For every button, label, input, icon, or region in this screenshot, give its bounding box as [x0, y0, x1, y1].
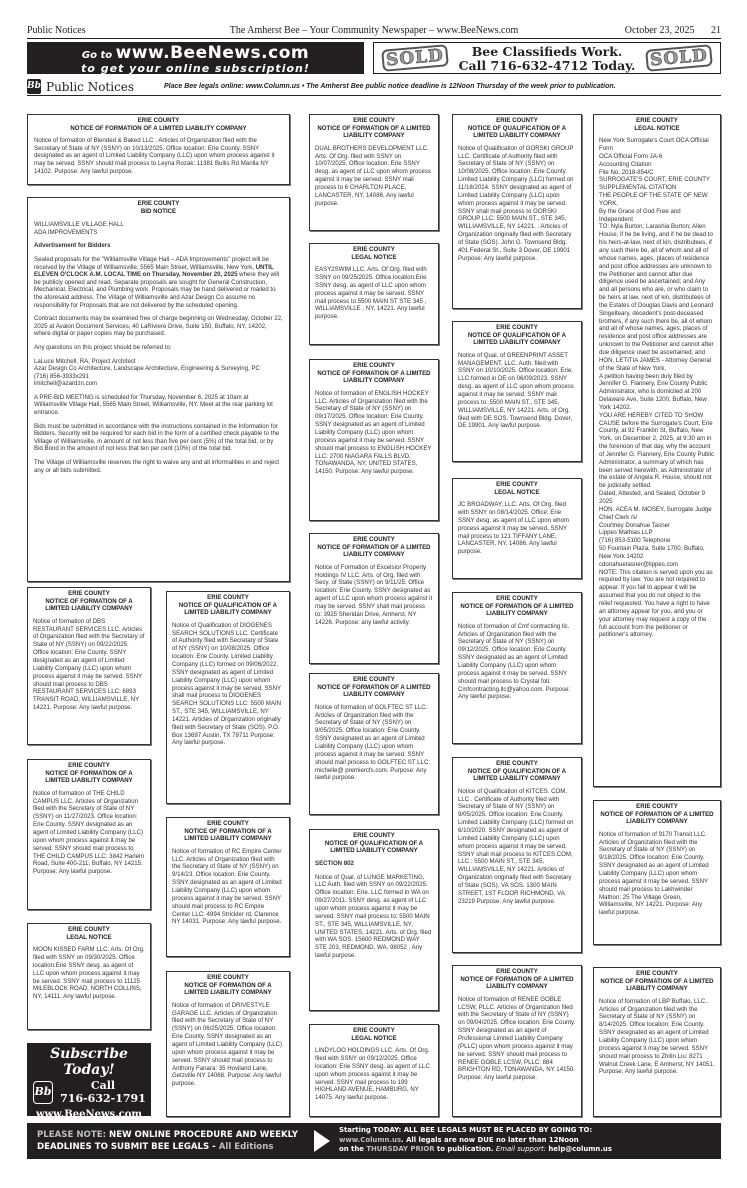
citation-line: Courtney Donahue Tasner — [599, 521, 671, 529]
notice-county: ERIE COUNTY — [353, 676, 395, 683]
notice-body: DUAL BROTHERS DEVELOPMENT LLC. Arts. Of Org. filed with SSNY on 10/07/2025. Office location: Erie SSNY desg. as agent of LLC upon whom process against it may be served. SSNY mail process to 6 CHARLTON PLACE, LANCASTER, NY, 14086. Any lawful purpose. — [315, 144, 431, 207]
notice-title: LEGAL NOTICE — [66, 933, 112, 941]
sold-stamp-icon: SOLD — [645, 44, 713, 72]
notice-body: Notice of Qualification of KITCES. COM, LLC . Certificate of Authority filed with Secretary of State of NY (SSNY) on 9/05/2025. Office location: Erie County. Limited Liability Company (LLC) formed on 6/10/2020. SSNY designated as agent of Limited Liability Company (LLC) upon whom process against it may be served. SSNY shall mail process to KITCES.COM, LLC : 5500 MAIN ST., STE 345, WILLIAMSVILLE, NY 14221. Articles of Organization originally filed with Secretary of State (SOS). VA SOS. 1300 MAIN STREET, 1ST FLOOR RICHMOND, VA 23219 Purpose: Any lawful purpose. — [458, 787, 574, 905]
notice-body: Notice of Qualification of DIOGENES SEARCH SOLUTIONS LLC. Certificate of Authority filed with Secretary of State of NY (SSNY) on 10/08/2025. Office location: Erie County. Limited Liability Company (LLC) formed on 09/06/2022. SSNY designated as agent of Limited Liability Company (LLC) upon whom process against it may be served. SSNY shall mail process to DIOGENES SEARCH SOLUTIONS LLC: 5500 MAIN ST., STE 345, WILLIAMSVILLE, NY 14221. Articles of Organization originally filed with Secretary of State (SOS). P.O. Box 13697 Austin, TX 78711 Purpose: Any lawful purpose. — [172, 621, 282, 747]
notice-county: ERIE COUNTY — [353, 117, 395, 124]
citation-line: (716) 853-5100 Telephone — [599, 537, 671, 545]
notice-renee-goble — [452, 965, 582, 1117]
classifieds-phone: Call 716-632-4712 Today. — [458, 58, 636, 73]
notice-body: Notice of formation of Cmf contracting llc. Articles of Organization filed with the Secretary of State of NY (SSNY) on 09/12/2025. Office location: Erie County. SSNY designated as an agent of Limited Liability Company (LLC) upon whom process against it may be served. SSNY should mail process to Crystal foti: Cmfcontracting.llc@yahoo.com. Purpose: Any lawful purpose. — [458, 622, 571, 701]
notice-dual-brothers — [309, 114, 439, 231]
notice-title: LEGAL NOTICE — [494, 488, 540, 496]
notice-title: LEGAL NOTICE — [351, 253, 397, 261]
notice-body: Notice of formation of Blended & Baked LLC . Articles of Organization filed with the Secretary of State of NY (SSNY) on 10/13/2025. Office location: Erie County. SSNY designated as an agent of Limited Liability Company (LLC) upon whom process against it may be served. SSNY should mail process to Leyna Rozak: 11381 Bullis Rd Marilla NY 14102. Purpose: Any lawful purpose. — [34, 137, 275, 175]
notice-surrogate-citation — [593, 114, 721, 787]
banner-prefix: Go to — [81, 50, 116, 61]
citation-line: File No. 2018-854/C — [599, 168, 654, 176]
notice-excelsior — [309, 533, 439, 664]
notice-body: Notice of formation of GOLFTEC ST LLC. Articles of Organization filed with the Secretary of State of NY (SSNY) on 9/05/2025. Office location: Erie County. SSNY designated as an agent of Limited Liability Company (LLC) upon whom process against it may be served. SSNY should mail process to GOLFTEC ST LLC: michelle@ premiercfs.com. Purpose: Any lawful purpose. — [315, 703, 431, 782]
notice-county: ERIE COUNTY — [68, 926, 110, 933]
citation-line: By the Grace of God Free and Independent — [599, 207, 681, 223]
notice-title: LEGAL NOTICE — [351, 1034, 397, 1042]
bid-paragraph-6: The Village of Williamsville reserves the right to waive any and all informalities in and reject any or all bids submitted. — [34, 459, 280, 474]
notice-body: Notice of formation of RC Empire Center LLC. Articles of Organization filed with the Secretary of State of NY (SSNY) on 9/14/23. Office location: Erie County. SSNY designated as an agent of Limited Liability Company (LLC) upon whom process against it may be served. SSNY should mail process to RC Empire Center LLC: 4994 Strickler rd, Clarence NY 14031. Purpose: Any lawful purpose. — [172, 847, 282, 926]
public-notices-bar — [27, 79, 721, 96]
citation-line: SUPPLEMENTAL CITATION — [599, 184, 677, 192]
citation-line: New York Surrogate's Court OCA Official Form — [599, 137, 709, 153]
notice-body: Notice of formation of RENEE GOBLE LCSW, PLLC. Articles of Organization filed with the Secretary of State of NY (SSNY) on 09/04/2025. Office location: Erie County. SSNY designated as an agent of Professional Limited Liability Company (PLLC) upon whom process against it may be served. SSNY should mail process to RENEE GOBLE LCSW, PLLC: 884 BRIGHTON RD, TONAWANDA, NY 14150. Purpose: Any lawful purpose. — [458, 995, 576, 1082]
notice-english-hockey — [309, 359, 439, 521]
notice-body: Notice of formation of ENGLISH HOCKEY LLC. Articles of Organization filed with the Secretary of State of NY (SSNY) on 09/17/2025. Office location: Erie County. SSNY designated as an agent of Limited Liability Company (LLC) upon whom process against it may be served. SSNY should mail process to ENGLISH HOCKEY LLC: 2700 NIAGARA FALLS BLVD, TONAWANDA, NY, UNITED STATES, 14150. Purpose: Any lawful purpose. — [315, 389, 432, 476]
page-number: 21 — [711, 25, 721, 36]
citation-line: TO: Nyla Burton; Larashia Burton; Allen House, if he be living, and if he be dead to his heirs-at-law, next of kin, distributees, if any such there be, all of whom and all of whose names, ages, places of residence and post office addresses are unknown to the Petitioner and cannot after due diligence used be ascertained; and Any and all persons who are, or who claim to be heirs at law, next of kin, distributees of the Estates of Douglas Davis and Leonard Singelteary, decedent's post-deceased brothers, if any such there be, all of whom and all of whose names, ages, places of residence and post office addresses are unknown to the Petitioner and cannot after due diligence used be ascertained; and HON. LETITIA JAMES - Attorney General of the State of New York. — [599, 223, 714, 372]
project-name: WILLIAMSVILLE VILLAGE HALL — [34, 221, 124, 229]
citation-email[interactable]: cdonahuetasner@lippes.com — [599, 560, 679, 568]
masthead: The Amherst Bee – Your Community Newspaper – www.BeeNews.com — [229, 25, 519, 36]
citation-line: 50 Fountain Plaza, Suite 1700, Buffalo, New York 14202 — [599, 545, 705, 560]
bid-subhead: Advertisement for Bidders — [34, 242, 111, 250]
notice-title: NOTICE OF FORMATION OF A LIMITED LIABILITY COMPANY — [317, 683, 431, 699]
notice-county: ERIE COUNTY — [353, 536, 395, 543]
notice-county: ERIE COUNTY — [353, 246, 395, 253]
banner-url[interactable]: www.BeeNews.com — [115, 43, 310, 63]
notice-county: ERIE COUNTY — [207, 594, 249, 601]
notice-moon-kissed — [27, 923, 151, 1030]
notice-title: NOTICE OF QUALIFICATION OF A LIMITED LIABILITY COMPANY — [178, 601, 278, 617]
notice-body: Notice of Formation of Excelsior Property Holdings IV LLC. Arts. of Org. filed with Secy. of State (SSNY) on 9/11/25. Office location: Erie County. SSNY designated as agent of LLC upon whom process against it may be served. SSNY shall mail process to: 3925 Sheridan Drive, Amherst, NY 14226. Purpose: any lawful activity. — [315, 563, 433, 626]
notice-greenprint — [452, 321, 582, 462]
citation-line: Accounting Citation — [599, 160, 652, 168]
notice-body: Notice of Qual. of LUNGE MARKETING, LLC Auth. filed with SSNY on 09/22/2025. Office location: Erie. LLC formed in WA on 09/27/2011. SSNY desg. as agent of LLC upon whom process against it may be served. SSNY mail process to: 5500 MAIN ST., STE 345, WILLIAMSVILLE, NY, UNITED STATES, 14221. Arts. of Org. filed with WA SOS. 15600 REDMOND WAY STE 203, REDMOND, WA, 98052 . Any lawful purpose. — [315, 873, 432, 960]
notice-county: ERIE COUNTY — [137, 200, 180, 207]
notice-county: ERIE COUNTY — [353, 832, 395, 839]
contact-phone: (716) 856-3933x291 — [34, 372, 89, 380]
subscribe-phone: 716-632-1791 — [60, 1092, 146, 1105]
notice-county: ERIE COUNTY — [496, 324, 538, 331]
column-url-link[interactable]: www.Column.us — [339, 1135, 402, 1144]
banner-tagline: to get your online subscription! — [81, 62, 310, 75]
notice-body: Notice of formation of 9170 Transit LLC. Articles of Organization filed with the Secretary of State of NY (SSNY) on 9/18/2025. Office location: Erie County. SSNY designated as an agent of Limited Liability Company (LLC) upon whom process against it may be served. SSNY should mail process to Lakhwinder Mathon: 25 The Village Green, Williamsville, NY 14221. Purpose: Any lawful purpose. — [599, 830, 709, 917]
notice-title: NOTICE OF FORMATION OF A LIMITED LIABILITY COMPANY — [460, 602, 574, 618]
project-subtitle: ADA IMPROVEMENTS — [34, 228, 98, 236]
date-and-page — [611, 25, 721, 36]
notice-title: NOTICE OF QUALIFICATION OF A LIMITED LIABILITY COMPANY — [467, 767, 567, 783]
notice-body: Notice of Qual. of GREENPRINT ASSET MANAGEMENT, LLC. Auth. filed with SSNY on 10/10/2025. Office location: Erie. LLC formed in DE on 06/09/2023. SSNY desg. as agent of LLC upon whom process against it may be served. SSNY mail process to: 5500 MAIN ST., STE 345, WILLIAMSVILLE, NY 14221. Arts. of Org. filed with DE SOS. Townsend Bldg. Dover, DE 19901. Any lawful purpose. — [458, 351, 574, 430]
notice-cmf-contracting — [452, 592, 582, 744]
notice-body: LINDYLOO HOLDINGS LLC. Arts. Of Org. filed with SSNY on 09/12/2025. Office location: Erie SSNY desg. as agent of LLC upon whom process against it may be served. SSNY mail process to 199 HIGHLAND AVENUE, HAMBURG, NY 14075. Any lawful purpose. — [315, 1047, 430, 1102]
call-label: Call — [90, 1079, 116, 1092]
notice-diogenes — [166, 591, 290, 804]
citation-line: HON. ACEA M. MOSEY, Surrogate Judge — [599, 505, 712, 513]
notice-jc-broadway — [452, 478, 582, 579]
classifieds-headline: Bee Classifieds Work. — [471, 44, 623, 59]
notice-county: ERIE COUNTY — [496, 968, 538, 975]
thursday-prior-label: THURSDAY PRIOR — [366, 1145, 435, 1154]
notice-title: NOTICE OF FORMATION OF A LIMITED LIABILITY COMPANY — [184, 827, 272, 843]
notice-county: ERIE COUNTY — [636, 970, 678, 977]
notice-title: NOTICE OF FORMATION OF A LIMITED LIABILITY COMPANY — [317, 543, 431, 559]
notice-lunge-marketing — [309, 829, 439, 1011]
notice-county: ERIE COUNTY — [496, 117, 538, 124]
notice-title: NOTICE OF FORMATION OF A LIMITED LIABILITY COMPANY — [45, 769, 133, 785]
notice-county: ERIE COUNTY — [496, 760, 538, 767]
notice-county: ERIE COUNTY — [68, 762, 110, 769]
notice-county: ERIE COUNTY — [68, 590, 110, 597]
notice-title: NOTICE OF QUALIFICATION OF A LIMITED LIABILITY COMPANY — [324, 839, 424, 855]
arrow-right-icon — [314, 1130, 330, 1152]
notice-9170-transit — [593, 800, 721, 945]
notice-section: SECTION 802 — [315, 859, 354, 867]
notice-county: ERIE COUNTY — [496, 481, 538, 488]
citation-line: YOU ARE HEREBY CITED TO SHOW CAUSE before the Surrogate's Court, Erie County, at 92 Franklin St, Buffalo, New York, on December 2, 2025, at 9:30 am in the forenoon of that day, why the account of Jennifer G. Flannery, Erie County Public Administrator, a summary of which has been served herewith, as Administrator of the estate of Angela R. House, should not be judicially settled. — [599, 411, 715, 490]
notice-body: Notice of formation of THE CHILD CAMPUS LLC. Articles of Organization filed with the Secretary of State of NY (SSNY) on 11/27/2023. Office location: Erie County. SSNY designated as an agent of Limited Liability Company (LLC) upon whom process against it may be served. SSNY should mail process to THE CHILD CAMPUS LLC: 3842 Harlem Road, Suite 400-211, Buffalo, NY 14215. Purpose: Any lawful purpose. — [33, 789, 145, 876]
notice-body: Notice of formation of DBS RESTAURANT SERVICES LLC. Articles of Organization filed with the Secretary of State of NY (SSNY) on 09/22/2025. Office location: Erie County. SSNY designated as an agent of Limited Liability Company (LLC) upon whom process against it may be served. SSNY should mail process to DBS RESTAURANT SERVICES LLC: 6893 TRANSIT ROAD, WILLIAMSVILLE, NY 14221. Purpose: Any lawful purpose. — [33, 617, 145, 712]
all-editions-label: All Editions — [218, 1142, 274, 1152]
support-email-link[interactable]: help@column.us — [545, 1145, 612, 1154]
section-name: Public Notices — [27, 25, 86, 36]
citation-line: Lippes Mathias LLP — [599, 529, 653, 537]
citation-line: THE PEOPLE OF THE STATE OF NEW YORK, — [599, 192, 708, 207]
bid-paragraph-3: Any questions on this project should be referred to: — [34, 343, 172, 351]
notice-title: NOTICE OF QUALIFICATION OF A LIMITED LIABILITY COMPANY — [467, 124, 567, 140]
notice-kitces — [452, 757, 582, 953]
contact-name: LaLuce Mitchell, RA, Project Architect — [34, 357, 136, 365]
subscribe-url[interactable]: www.BeeNews.com — [35, 1109, 143, 1120]
notice-body: Notice of formation of DRIVESTYLE GARAGE LLC. Articles of Organization filed with the Secretary of State of NY (SSNY) on 06/25/2025. Office location: Erie County. SSNY designated as an agent of Limited Liability Company (LLC) upon whom process against it may be served. SSNY should mail process to Anthony Fanara: 35 Hoviland Lane, Getzville NY 14068. Purpose: Any lawful purpose. — [172, 1001, 283, 1088]
citation-line: OCA Official Form JA-6 — [599, 152, 663, 160]
notice-child-campus — [27, 759, 151, 910]
notice-body: EASY2SWIM LLC. Arts. Of Org. filed with SSNY on 09/25/2025. Office location:Erie SSNY desg. as agent of LLC upon whom process against it may be served. SSNY mail process to 5500 MAIN ST STE 345 , WILLIAMSVILLE , NY, 14221. Any lawful purpose. — [315, 266, 427, 321]
notice-county: ERIE COUNTY — [137, 117, 180, 124]
notice-dbs-restaurant — [27, 587, 151, 745]
citation-line: A petition having been duly filed by Jennifer G. Flannery, Erie County Public Administrator, who is domiciled at 200 Delaware Ave, Suite 1200, Buffalo, New York 14202. — [599, 372, 708, 411]
notice-title: NOTICE OF FORMATION OF A LIMITED LIABILITY COMPANY — [317, 369, 431, 385]
notice-county: ERIE COUNTY — [636, 117, 678, 124]
notice-title: NOTICE OF FORMATION OF A LIMITED LIABILITY COMPANY — [317, 124, 431, 140]
notice-county: ERIE COUNTY — [496, 595, 538, 602]
page-header — [27, 22, 721, 39]
notice-title: NOTICE OF FORMATION OF A LIMITED LIABILITY COMPANY — [45, 597, 133, 613]
deadline-note: Place Bee legals online: www.Column.us • The Amherst Bee public notice deadline is 12Noon Thursday of the week prior to publication. — [164, 83, 616, 90]
starting-today-text: Starting TODAY: ALL BEE LEGALS MUST BE PLACED BY GOING TO: — [339, 1126, 593, 1134]
sold-stamp-icon: SOLD — [381, 44, 449, 72]
notice-title: NOTICE OF QUALIFICATION OF A LIMITED LIABILITY COMPANY — [467, 331, 567, 347]
notice-body: Notice of formation of LBP Buffalo, LLC.. Articles of Organization filed with the Secretary of State of NY (SSNY) on 8/14/2025. Office location: Erie County. SSNY designated as an agent of Limited Liability Company (LLC) upon whom process against it may be served. SSNY should mail process to Zhilin Liu: 8271 Walnut Creek Lane, E Amherst, NY 14051. Purpose: Any lawful purpose. — [599, 997, 715, 1076]
please-note-label: PLEASE NOTE: — [37, 1130, 107, 1140]
notice-easy2swim — [309, 243, 439, 345]
notice-body: MOON KISSED FARM LLC. Arts. Of Org. filed with SSNY on 09/30/2025. Office location:Erie SSNY desg. as agent of LLC upon whom process against it may be served. SSNY mail process to 11125 MILEBLOCK ROAD, NORTH COLLINS, NY, 14111. Any lawful purpose. — [33, 946, 145, 1001]
notice-county: ERIE COUNTY — [353, 1027, 395, 1034]
notice-title: LEGAL NOTICE — [634, 124, 680, 132]
section-title: Public Notices — [46, 80, 135, 94]
notice-title: NOTICE OF FORMATION OF A LIMITED LIABILITY COMPANY — [600, 810, 714, 826]
notice-title: NOTICE OF FORMATION OF A LIMITED LIABILITY COMPANY — [184, 981, 272, 997]
citation-line: Dated, Attested, and Sealed, October 9 2025 — [599, 490, 706, 505]
subscribe-title: Subscribe Today! — [50, 1046, 128, 1078]
citation-line: Chief Clerk /s/ — [599, 513, 638, 521]
notice-blended-baked — [27, 114, 290, 185]
contact-email[interactable]: lmitchell@azardzn.com — [34, 380, 98, 388]
notice-bid — [27, 197, 290, 582]
bid-paragraph-2: Contract documents may be examined free of charge beginning on Wednesday, October 22, 2025 at Avalon Document Services, 40 LaRiviere Drive, Suite 150, Buffalo, NY, 14202, where digital or paper copies may be purchased. — [34, 315, 283, 338]
notice-gorski — [452, 114, 582, 309]
subscribe-ad[interactable] — [27, 1043, 151, 1120]
notice-county: ERIE COUNTY — [636, 803, 678, 810]
notice-county: ERIE COUNTY — [207, 820, 249, 827]
notice-body: JC BROADWAY, LLC. Arts. Of Org. filed with SSNY on 08/14/2025. Office: Erie SSNY desg. as agent of LLC upon whom process against it may be served. SSNY mail process to 121 TIFFANY LANE, LANCASTER, NY, 14086. Any lawful purpose. — [458, 501, 569, 556]
notice-lbp-buffalo — [593, 967, 721, 1117]
notice-lindyloo — [309, 1024, 439, 1117]
legals-procedure-banner: PLEASE NOTE: NEW ONLINE PROCEDURE AND WEEKLY DEADLINES TO SUBMIT BEE LEGALS - All Editions Starting TODAY: ALL BEE LEGALS MUST BE PLACED BY GOING TO: www.Column.us. All legals are now DUE no later than 12Noon on the THURSDAY PRIOR to publication. Email support: help@column.us — [27, 1123, 721, 1159]
notice-golftec — [309, 673, 439, 815]
bee-logo-icon: Bb — [27, 79, 41, 94]
notice-drivestyle — [166, 971, 290, 1117]
contact-firm: Azar Design Co Architecture, Landscape Architecture, Engineering & Surveying, PC — [34, 365, 260, 373]
notice-title: NOTICE OF FORMATION OF A LIMITED LIABILITY COMPANY — [460, 975, 574, 991]
citation-line: NOTE: This citation is served upon you as required by law. You are not required to appear. If you fail to appear it will be assumed that you do not object to the relief requested. You have a right to have an attorney appear for you, and you or your attorney may request a copy of the full account from the petitioner or petitioner's attorney. — [599, 568, 713, 639]
notice-county: ERIE COUNTY — [353, 362, 395, 369]
citation-line: SURROGATE'S COURT, ERIE COUNTY — [599, 176, 710, 184]
notice-title: BID NOTICE — [140, 207, 177, 215]
bid-paragraph-1: Sealed proposals for the "Williamsville Village Hall – ADA Improvements" project will be received by the Village of Williamsville, 5565 Main Street, Williamsville, New York, UNTIL ELEVEN O'CLOCK A.M. LOCAL TIME on Thursday, November 20, 2025 where they will be publicly opened and read. Separate proposals are sought for General Construction, Mechanical, Electrical, and Plumbing work. Proposals may be hand delivered or mailed to the aforesaid address. The Village of Williamsville and Azar Design Co assume no responsibility for Proposals that are not delivered by the scheduled opening. — [34, 255, 280, 309]
notice-rc-empire — [166, 817, 290, 957]
bee-logo-icon: Bb — [33, 1081, 53, 1104]
subscription-banner[interactable] — [27, 42, 364, 74]
notice-county: ERIE COUNTY — [207, 974, 249, 981]
notice-title: NOTICE OF FORMATION OF A LIMITED LIABILITY COMPANY — [70, 124, 247, 132]
issue-date: October 23, 2025 — [624, 25, 695, 36]
bid-paragraph-4: A PRE-BID MEETING is scheduled for Thursday, November 6, 2025 at 10am at Williamsville Village Hall, 5565 Main Street, Williamsville, NY. Meet at the rear parking lot entrance. — [34, 393, 273, 417]
bid-paragraph-5: Bids must be submitted in accordance with the instructions contained in the Information for Bidders. Security will be required for each bid in the form of a certified check payable to the Village of Williamsville, in amount of not less than five per cent (5%) of the total bid, or by Bid Bond in the amount of not less that ten per cent (10%) of the total bid. — [34, 422, 280, 453]
notice-body: Notice of Qualification of GORSKI GROUP LLC. Certificate of Authority filed with Secretary of State of NY (SSNY) on 10/08/2025. Office location: Erie County. Limited Liability Company (LLC) formed on 11/18/2014. SSNY designated as agent of Limited Liability Company (LLC) upon whom process against it may be served. SSNY shall mail process to GORSKI GROUP LLC: 5500 MAIN ST., STE 345, WILLIAMSVILLE, NY 14221. . Articles of Organization originally filed with Secretary of State (SOS). John G. Townsend Bldg. 401 Federal St., Suite 3 Dover, DE 19901 Purpose: Any lawful purpose. — [458, 144, 574, 262]
classifieds-banner — [373, 42, 721, 74]
notice-title: NOTICE OF FORMATION OF A LIMITED LIABILITY COMPANY — [600, 977, 714, 993]
